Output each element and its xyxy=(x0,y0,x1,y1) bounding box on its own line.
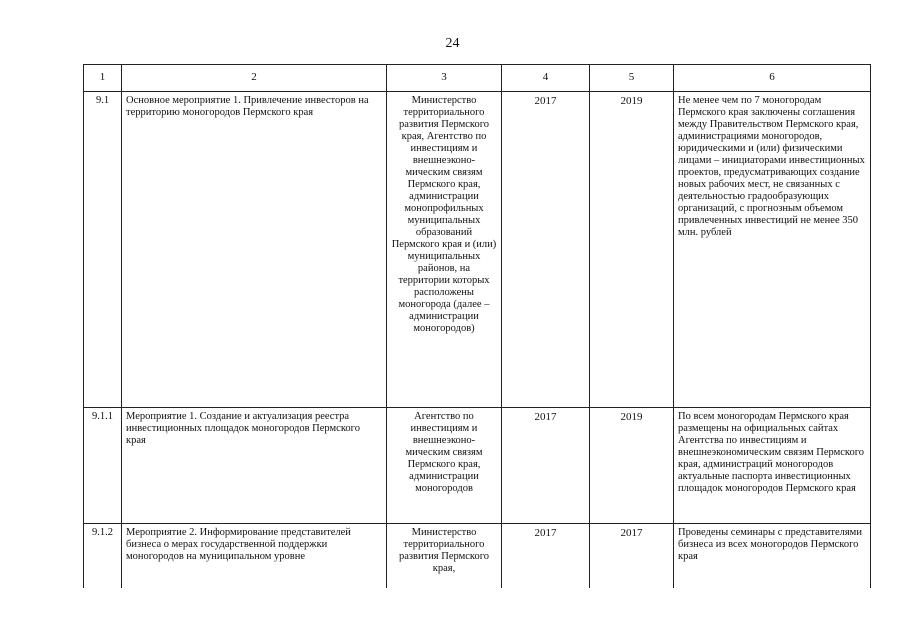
start-year: 2017 xyxy=(502,92,590,408)
column-header: 2 xyxy=(122,65,387,92)
table-row xyxy=(84,92,871,408)
end-year: 2017 xyxy=(590,524,674,588)
activity-title: Мероприятие 2. Информирование представителей бизнеса о мерах государственной поддержки моногородов на муниципальном уровне xyxy=(122,524,387,588)
expected-result: Не менее чем по 7 моногородам Пермского края заключены соглашения между Правительством Пермского края, администрациями моногородов, юридическими и (или) физическими лицами – инициаторами инвестиционных проектов, предусматривающих создание новых рабочих мест, не связанных с деятельностью градообразующих организаций, с прогнозным объемом привлеченных инвестиций не менее 350 млн. рублей xyxy=(674,92,871,408)
column-header: 3 xyxy=(387,65,502,92)
start-year: 2017 xyxy=(502,408,590,524)
end-year: 2019 xyxy=(590,92,674,408)
column-header: 5 xyxy=(590,65,674,92)
table-header-row xyxy=(84,65,871,92)
activity-title: Мероприятие 1. Создание и актуализация реестра инвестиционных площадок моногородов Пермского края xyxy=(122,408,387,524)
column-header: 1 xyxy=(84,65,122,92)
column-header: 6 xyxy=(674,65,871,92)
activity-title: Основное мероприятие 1. Привлечение инвесторов на территорию моногородов Пермского края xyxy=(122,92,387,408)
column-header: 4 xyxy=(502,65,590,92)
end-year: 2019 xyxy=(590,408,674,524)
page-number: 24 xyxy=(445,36,460,51)
row-number: 9.1 xyxy=(84,92,122,408)
activities-table xyxy=(83,64,871,588)
expected-result: По всем моногородам Пермского края размещены на официальных сайтах Агентства по инвестициям и внешнеэкономическим связям Пермского края, администраций моногородов актуальные паспорта инвестиционных площадок моногородов Пермского края xyxy=(674,408,871,524)
responsible-executor: Министерство территориального развития Пермского края, xyxy=(387,524,502,588)
responsible-executor: Министерство территориального развития Пермского края, Агентство по инвестициям и внешнеэконо-мическим связям Пермского края, администрации монопрофильных муниципальных образований Пермского края и (или) муниципальных районов, на территории которых расположены моногорода (далее – администрации моногородов) xyxy=(387,92,502,408)
start-year: 2017 xyxy=(502,524,590,588)
table-row xyxy=(84,408,871,524)
table-row xyxy=(84,524,871,588)
row-number: 9.1.1 xyxy=(84,408,122,524)
expected-result: Проведены семинары с представителями бизнеса из всех моногородов Пермского края xyxy=(674,524,871,588)
row-number: 9.1.2 xyxy=(84,524,122,588)
responsible-executor: Агентство по инвестициям и внешнеэконо-мическим связям Пермского края, администрации моногородов xyxy=(387,408,502,524)
